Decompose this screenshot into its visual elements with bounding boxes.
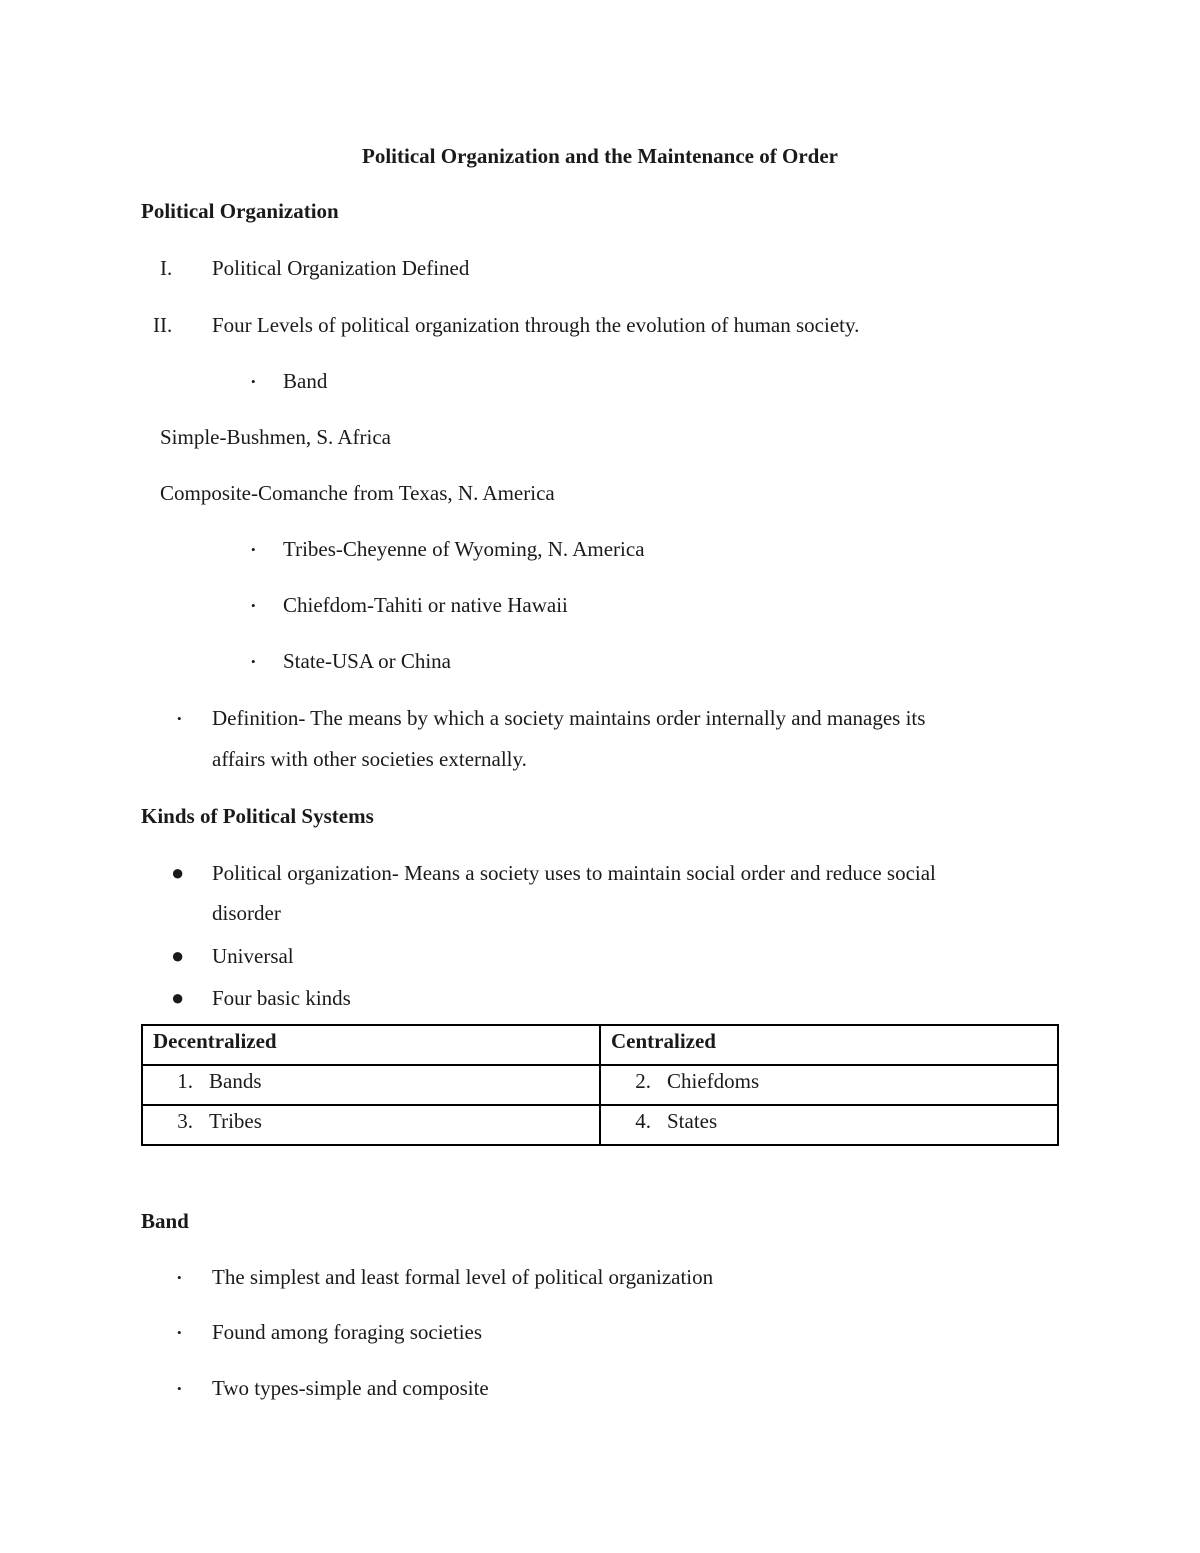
circle-bullet-icon: ● [171, 943, 185, 968]
bullet-item-chiefdom: Chiefdom-Tahiti or native Hawaii [283, 593, 568, 617]
page-title: Political Organization and the Maintenance of Order [362, 144, 838, 168]
bullet-icon: • [177, 711, 182, 726]
bullet-icon: • [177, 1325, 182, 1340]
table-row [142, 1065, 1058, 1105]
bullet-icon: • [251, 598, 256, 613]
bullet-item-state: State-USA or China [283, 649, 451, 673]
definition-line-2: affairs with other societies externally. [212, 747, 527, 771]
circle-bullet-icon: ● [171, 860, 185, 885]
list-item-political-organization-defined: Political Organization Defined [212, 256, 470, 280]
table-cell [600, 1105, 1058, 1145]
section-heading-band: Band [141, 1209, 189, 1233]
table-header-row [142, 1025, 1058, 1065]
roman-numeral-2: II. [153, 313, 173, 337]
bullet-item-tribes: Tribes-Cheyenne of Wyoming, N. America [283, 537, 645, 561]
bullet-universal: Universal [212, 944, 294, 968]
band-bullet-simplest: The simplest and least formal level of political organization [212, 1265, 714, 1289]
list-item-four-levels: Four Levels of political organization through the evolution of human society. [212, 313, 860, 337]
list-number: 4. [635, 1109, 651, 1133]
bullet-icon: • [251, 542, 256, 557]
table-row [142, 1105, 1058, 1145]
table-cell [142, 1065, 600, 1105]
section-heading-kinds-of-political-systems: Kinds of Political Systems [141, 804, 374, 828]
bullet-icon: • [251, 374, 256, 389]
list-number: 3. [177, 1109, 193, 1133]
section-heading-political-organization: Political Organization [141, 199, 339, 223]
band-simple-example: Simple-Bushmen, S. Africa [160, 425, 391, 449]
bullet-icon: • [177, 1270, 182, 1285]
cell-text-states: States [667, 1109, 718, 1133]
roman-numeral-1: I. [160, 256, 173, 280]
bullet-political-organization-line-2: disorder [212, 901, 281, 925]
list-number: 2. [635, 1069, 651, 1093]
band-composite-example: Composite-Comanche from Texas, N. America [160, 481, 555, 505]
table-cell [142, 1105, 600, 1145]
bullet-item-band: Band [283, 369, 328, 393]
bullet-icon: • [177, 1381, 182, 1396]
cell-text-bands: Bands [209, 1069, 262, 1093]
definition-line-1: Definition- The means by which a society maintains order internally and manages its [212, 706, 926, 730]
bullet-political-organization-line-1: Political organization- Means a society uses to maintain social order and reduce social [212, 861, 936, 885]
table-header-centralized: Centralized [600, 1025, 1058, 1065]
table-cell [600, 1065, 1058, 1105]
bullet-four-basic-kinds: Four basic kinds [212, 986, 351, 1010]
political-systems-table [141, 1024, 1059, 1146]
circle-bullet-icon: ● [171, 985, 185, 1010]
table-header-decentralized: Decentralized [142, 1025, 600, 1065]
band-bullet-two-types: Two types-simple and composite [212, 1376, 489, 1400]
cell-text-chiefdoms: Chiefdoms [667, 1069, 760, 1093]
bullet-icon: • [251, 654, 256, 669]
band-bullet-foraging: Found among foraging societies [212, 1320, 483, 1344]
cell-text-tribes: Tribes [209, 1109, 262, 1133]
list-number: 1. [177, 1069, 193, 1093]
